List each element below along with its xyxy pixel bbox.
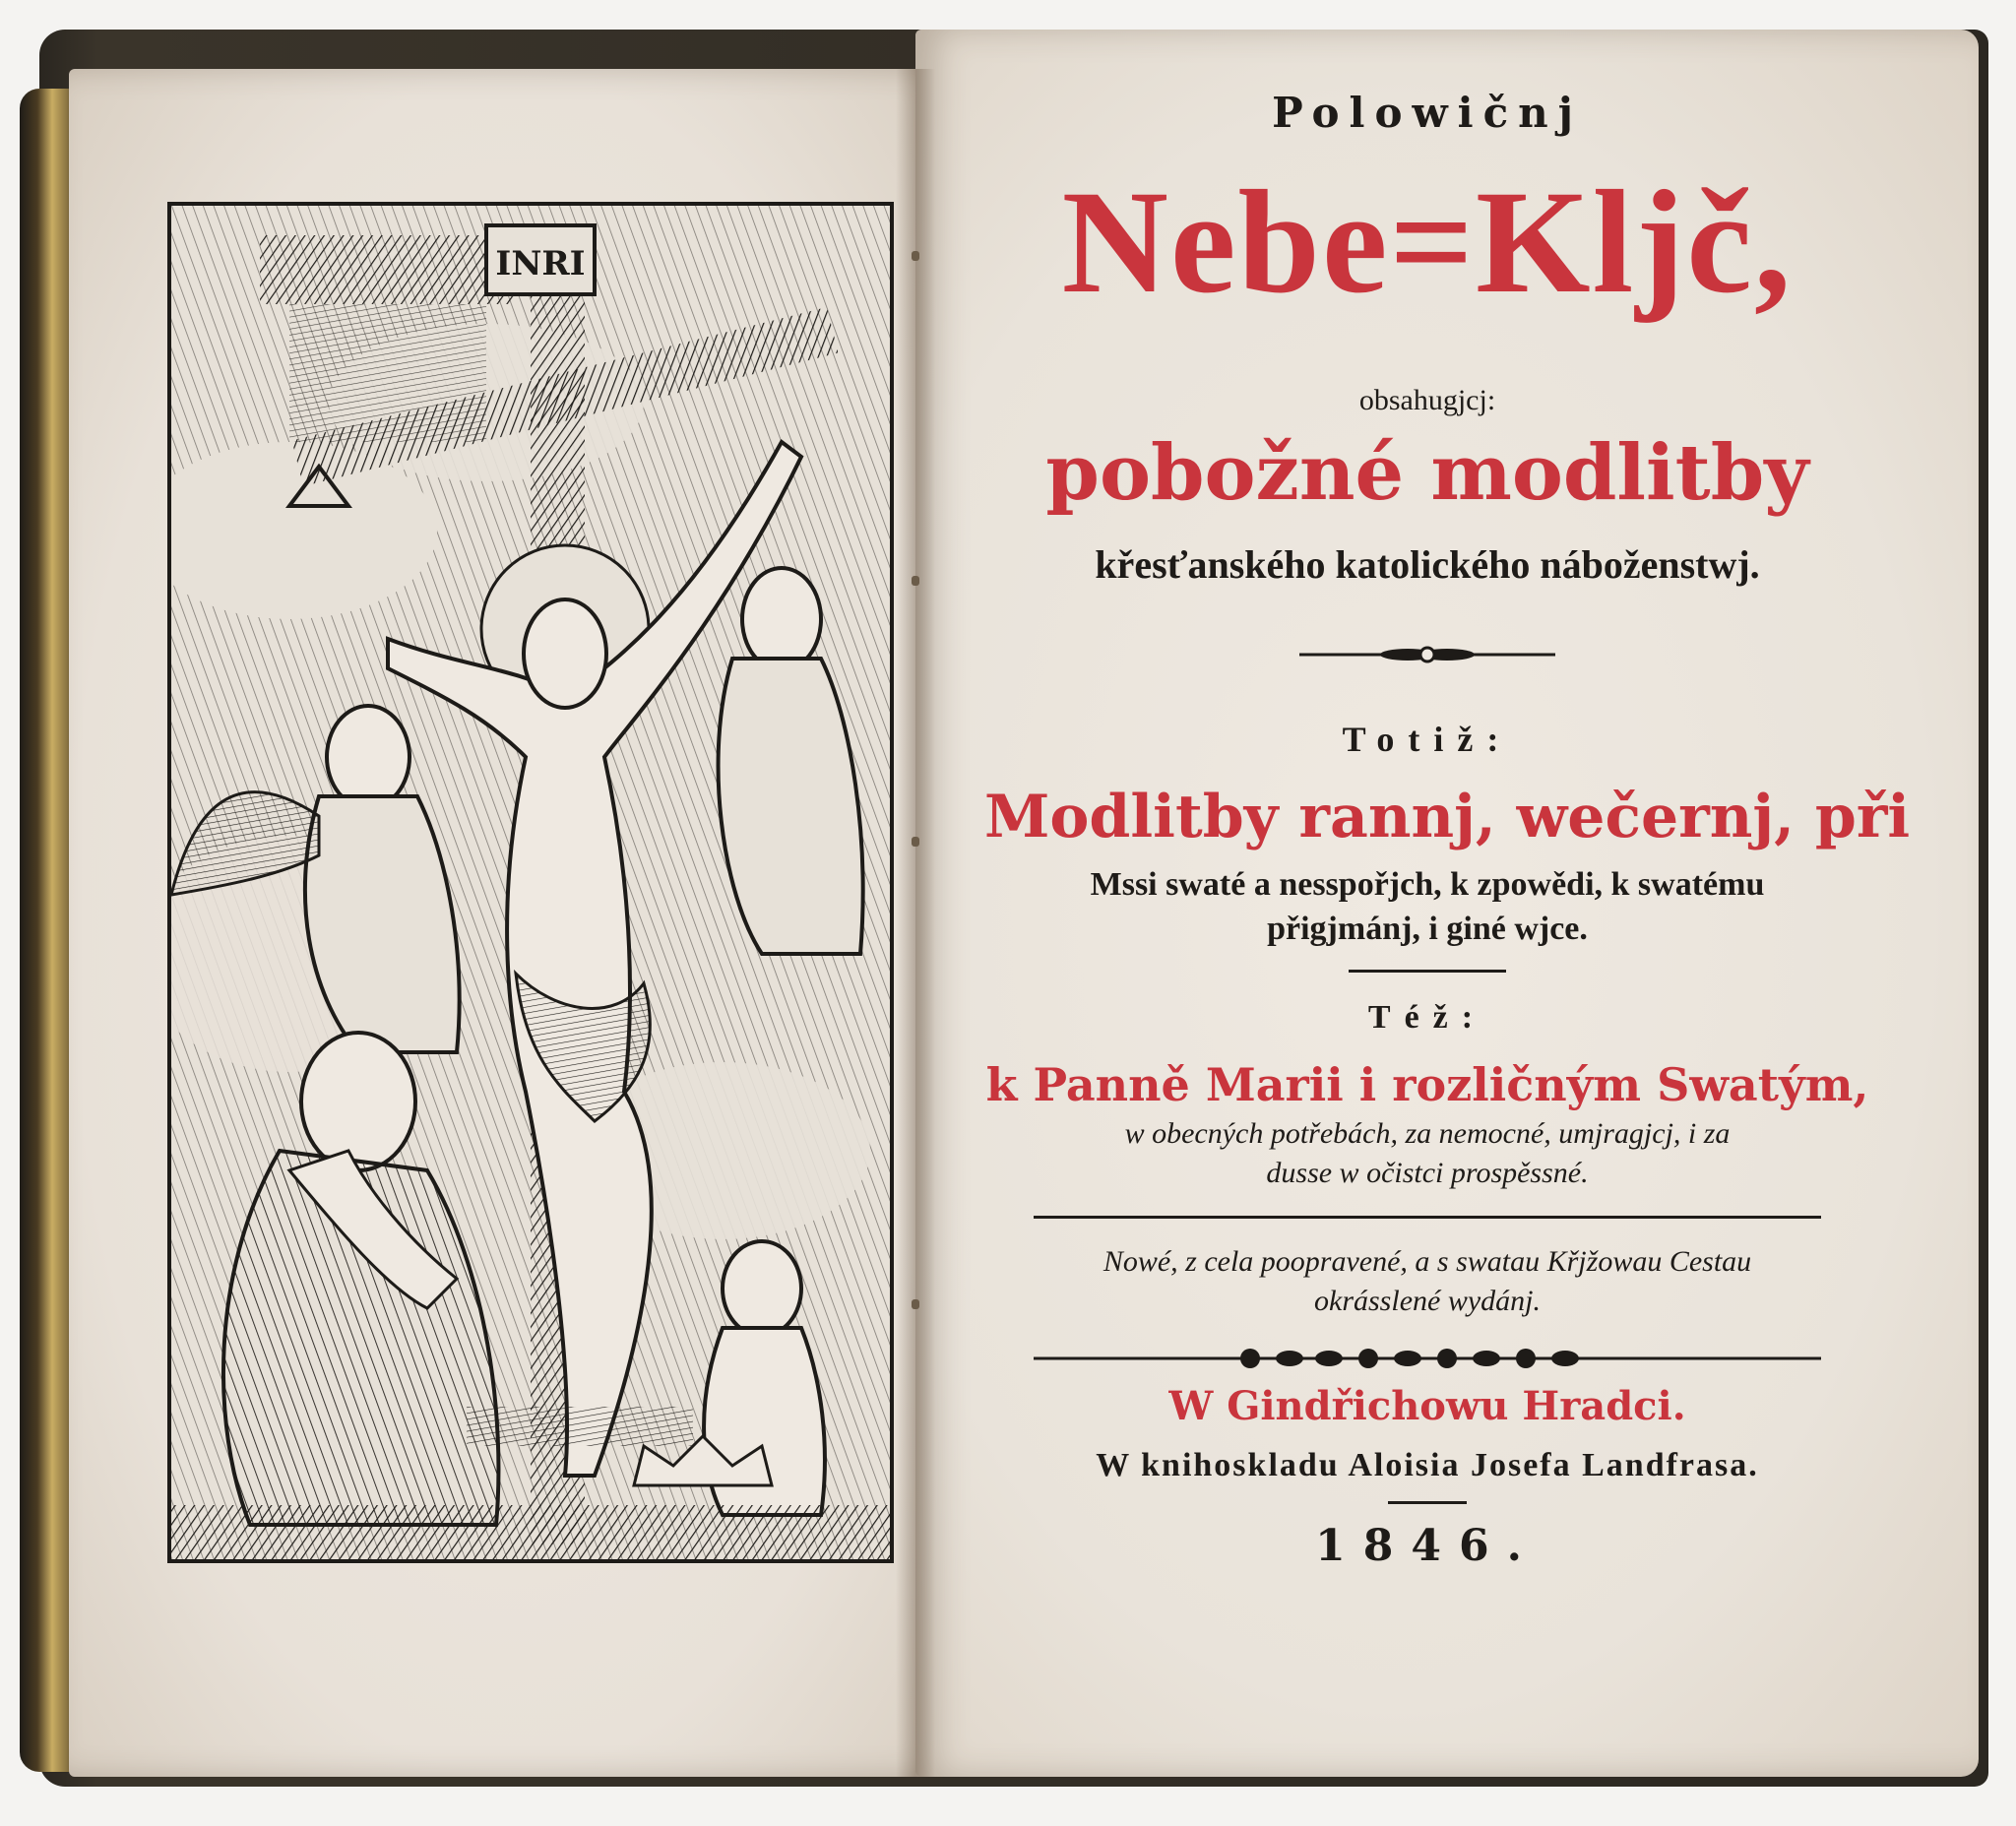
subtitle: pobožné modlitby bbox=[1045, 428, 1809, 518]
binding-stitch bbox=[912, 576, 919, 586]
title-line-8: Mssi swaté a nesspořjch, k zpowědi, k swatému bbox=[1090, 866, 1765, 903]
binding-stitch bbox=[912, 251, 919, 261]
book-gutter bbox=[896, 69, 935, 1777]
short-rule bbox=[1349, 970, 1506, 973]
ornament-band bbox=[984, 1344, 1870, 1373]
edition-note-1: Nowé, z cela poopravené, a s swatau Křjžowau Cestau bbox=[1102, 1245, 1752, 1278]
flourish-icon bbox=[1299, 640, 1555, 669]
rosette-band-icon bbox=[1034, 1344, 1821, 1373]
title-page bbox=[984, 89, 1911, 1703]
long-rule bbox=[1034, 1216, 1821, 1219]
publication-year: 1846. bbox=[1315, 1521, 1540, 1571]
marian-heading: k Panně Marii i rozličným Swatým, bbox=[985, 1058, 1869, 1111]
place-of-publication: W Gindřichowu Hradci. bbox=[1168, 1383, 1686, 1429]
title-line-12: w obecných potřebách, za nemocné, umjragjcj, i za bbox=[1124, 1117, 1731, 1150]
section-heading-totiz: Totiž: bbox=[1342, 720, 1513, 759]
left-page bbox=[69, 69, 955, 1777]
section-heading-tez: Též: bbox=[1367, 999, 1487, 1036]
title-line-13: dusse w očistci prospěssné. bbox=[1266, 1157, 1589, 1189]
binding-stitch bbox=[912, 837, 919, 847]
crucifixion-engraving-icon bbox=[171, 206, 890, 1559]
binding-stitch bbox=[912, 1299, 919, 1309]
mini-rule bbox=[1388, 1501, 1467, 1504]
title-line-5: křesťanského katolického náboženstwj. bbox=[1095, 542, 1760, 587]
edition-note-2: okrásslené wydánj. bbox=[1314, 1285, 1541, 1317]
title-line-1: Polowičnj bbox=[1272, 89, 1583, 137]
inri-inscription: INRI bbox=[495, 244, 586, 283]
title-line-9: přigjmánj, i giné wjce. bbox=[1267, 911, 1588, 947]
main-title: Nebe=Kljč, bbox=[1061, 160, 1794, 324]
prayer-heading: Modlitby rannj, wečernj, při bbox=[984, 783, 1911, 851]
frontispiece-engraving bbox=[167, 202, 894, 1563]
ornament-divider bbox=[984, 640, 1870, 669]
title-line-3: obsahugjcj: bbox=[1358, 384, 1496, 416]
publisher: W knihoskladu Aloisia Josefa Landfrasa. bbox=[1096, 1447, 1759, 1483]
